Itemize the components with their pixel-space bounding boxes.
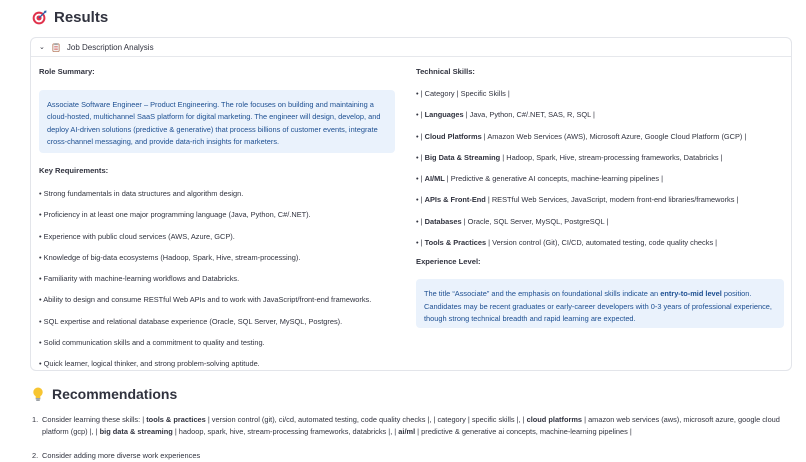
skill-category: Big Data & Streaming xyxy=(424,152,501,162)
requirement-item: • Solid communication skills and a commitment to quality and testing. xyxy=(39,338,265,348)
recommendation-skill: tools & practices xyxy=(146,415,206,424)
expander-header[interactable] xyxy=(31,38,791,57)
skill-category: AI/ML xyxy=(424,174,445,184)
recommendation-fragment: | predictive & generative ai concepts, machine-learning pipelines | xyxy=(415,427,632,436)
requirement-item: • Knowledge of big-data ecosystems (Hadoop, Spark, Hive, stream-processing). xyxy=(39,252,301,262)
recommendation-fragment: | amazon web services (aws), microsoft azure, google cloud platform (gcp) |, | xyxy=(42,415,780,436)
lightbulb-icon xyxy=(32,387,44,402)
key-requirements-title: Key Requirements: xyxy=(39,166,109,175)
skill-row xyxy=(416,89,784,110)
skill-values: | Predictive & generative AI concepts, machine-learning pipelines | xyxy=(444,174,664,184)
skill-category: APIs & Front-End xyxy=(424,195,486,205)
skill-row-prefix: • | xyxy=(416,131,425,141)
skill-row xyxy=(416,132,784,153)
skill-values: | Version control (Git), CI/CD, automated testing, code quality checks | xyxy=(486,238,718,248)
recommendations-title: Recommendations xyxy=(52,386,178,402)
skill-row xyxy=(416,174,784,195)
recommendation-skill: cloud platforms xyxy=(526,415,583,424)
job-description-expander xyxy=(30,37,792,371)
skill-values: | RESTful Web Services, JavaScript, modern front-end libraries/frameworks | xyxy=(485,195,739,205)
key-requirements-list xyxy=(39,189,395,381)
recommendation-number: 1. xyxy=(32,415,39,424)
skill-row-prefix: • | Category | Specific Skills | xyxy=(416,89,510,98)
experience-level-box xyxy=(416,279,784,328)
expander-title: Job Description Analysis xyxy=(66,42,154,52)
skill-category: Languages xyxy=(424,110,464,120)
technical-skills-list xyxy=(416,89,784,259)
recommendation-fragment: | version control (git), ci/cd, automated testing, code quality checks |, | category | specific skills |, | xyxy=(205,415,527,424)
skill-row xyxy=(416,217,784,238)
recommendation-text xyxy=(42,414,784,438)
skill-row xyxy=(416,110,784,131)
experience-text-bold: entry-to-mid level xyxy=(660,289,722,299)
skill-values: | Amazon Web Services (AWS), Microsoft Azure, Google Cloud Platform (GCP) | xyxy=(481,131,747,141)
chevron-down-icon[interactable]: ⌄ xyxy=(39,44,45,51)
recommendations-list xyxy=(32,414,784,462)
recommendation-item xyxy=(32,450,784,462)
recommendation-skill: big data & streaming xyxy=(99,427,173,436)
technical-skills-title: Technical Skills: xyxy=(416,67,475,76)
skill-row-prefix: • | xyxy=(416,216,425,226)
role-summary-box xyxy=(39,90,395,153)
results-heading xyxy=(32,9,108,26)
experience-text-post: position. Candidates may be recent graduates or early-career developers with 0-3 years of professional experience, though strong technical breadth and rapid learning are expected. xyxy=(424,289,772,323)
skill-row-prefix: • | xyxy=(416,110,425,120)
skill-category: Cloud Platforms xyxy=(424,131,482,141)
clipboard-icon xyxy=(52,43,60,52)
recommendation-fragment: Consider adding more diverse work experiences xyxy=(42,451,201,460)
skill-values: | Java, Python, C#/.NET, SAS, R, SQL | xyxy=(463,110,595,120)
experience-level-title: Experience Level: xyxy=(416,257,481,267)
requirement-item: • Familiarity with machine-learning workflows and Databricks. xyxy=(39,274,240,284)
requirement-item: • Experience with public cloud services (AWS, Azure, GCP). xyxy=(39,231,235,241)
recommendations-heading xyxy=(32,386,177,402)
requirement-item: • SQL expertise and relational database experience (Oracle, SQL Server, MySQL, Postgres). xyxy=(39,316,343,326)
recommendation-fragment: Consider learning these skills: | xyxy=(42,415,147,424)
recommendation-fragment: | hadoop, spark, hive, stream-processing frameworks, databricks |, | xyxy=(172,427,399,436)
role-summary-title: Role Summary: xyxy=(39,67,95,76)
skill-row-prefix: • | xyxy=(416,152,425,162)
requirement-item: • Proficiency in at least one major programming language (Java, Python, C#/.NET). xyxy=(39,210,311,220)
skill-row-prefix: • | xyxy=(416,174,425,184)
left-column xyxy=(39,67,395,381)
requirement-item: • Quick learner, logical thinker, and strong problem-solving aptitude. xyxy=(39,359,260,369)
recommendation-number: 2. xyxy=(32,451,39,460)
role-summary-text: Associate Software Engineer – Product Engineering. The role focuses on building and maintaining a cloud-hosted, multichannel SaaS platform for digital marketing. The engineer will design, develop, and deploy AI-driven solutions (predictive & generative) that process billions of customer events, integrate cross-channel messaging, and provide data-rich insights for marketers. xyxy=(47,100,381,146)
recommendation-skill: ai/ml xyxy=(398,427,416,436)
recommendation-text xyxy=(42,450,200,462)
requirement-item: • Ability to design and consume RESTful Web APIs and to work with JavaScript/front-end frameworks. xyxy=(39,295,372,305)
target-icon xyxy=(32,10,47,25)
skill-row-prefix: • | xyxy=(416,238,425,248)
results-title: Results xyxy=(54,9,109,26)
skill-row-prefix: • | xyxy=(416,195,425,205)
skill-category: Databases xyxy=(424,216,462,226)
skill-row xyxy=(416,153,784,174)
requirement-item: • Strong fundamentals in data structures and algorithm design. xyxy=(39,189,244,198)
skill-row xyxy=(416,238,784,259)
skill-values: | Oracle, SQL Server, MySQL, PostgreSQL | xyxy=(461,216,609,226)
skill-values: | Hadoop, Spark, Hive, stream-processing frameworks, Databricks | xyxy=(500,152,723,162)
recommendation-item xyxy=(32,414,784,438)
experience-text-pre: The title “Associate” and the emphasis on foundational skills indicate an xyxy=(424,289,661,299)
skill-row xyxy=(416,195,784,216)
right-column xyxy=(416,67,784,328)
skill-category: Tools & Practices xyxy=(424,238,487,248)
